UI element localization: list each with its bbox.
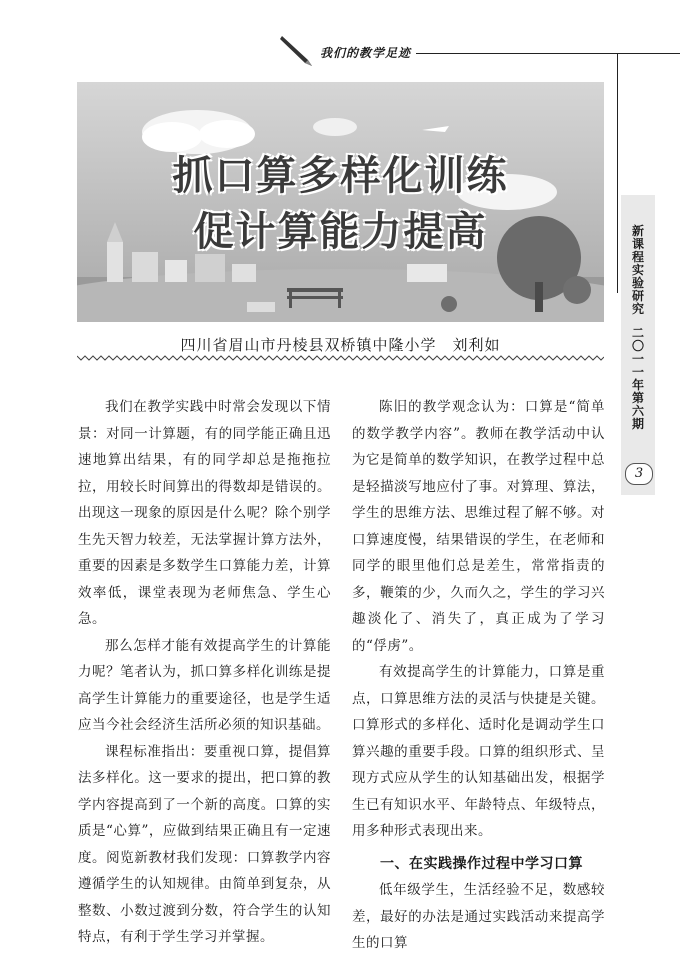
- article-column-left: [78, 394, 331, 951]
- journal-sidebar: [621, 195, 655, 495]
- paragraph: 低年级学生，生活经验不足，数感较差，最好的办法是通过实践活动来提高学生的口算: [352, 882, 605, 951]
- paragraph: 陈旧的教学观念认为：口算是“简单的数学教学内容”。教师在教学活动中认为它是简单的数学知识，在教学过程中总是轻描淡写地应付了事。对算理、算法，学生的思维方法、思维过程了解不够。对口算速度慢，结果错误的学生，在老师和同学的眼里他们总是差生，常常指责的多，鞭策的少，久而久之，学生的学习兴趣淡化了、消失了，真正成为了学习的“俘虏”。: [352, 399, 605, 654]
- article-column-right: [352, 394, 605, 957]
- paragraph: 有效提高学生的计算能力，口算是重点，口算思维方法的灵活与快捷是关键。口算形式的多样化、适时化是调动学生口算兴趣的重要手段。口算的组织形式、呈现方式应从学生的认知基础出发，根据学生已有知识水平、年龄特点、年级特点，用多种形式表现出来。: [352, 664, 605, 839]
- banner-title-line-2: 促计算能力提高: [193, 209, 488, 255]
- paragraph: 那么怎样才能有效提高学生的计算能力呢？笔者认为，抓口算多样化训练是提高学生计算能力的重要途径，也是学生适应当今社会经济生活所必须的知识基础。: [78, 637, 331, 733]
- section-title: 我们的教学足迹: [320, 46, 412, 60]
- author-byline: 四川省眉山市丹棱县双桥镇中隆小学 刘利如: [180, 336, 501, 354]
- page-number: 3: [625, 463, 653, 485]
- page-header: [278, 36, 608, 66]
- paragraph: 课程标准指出：要重视口算，提倡算法多样化。这一要求的提出，把口算的教学内容提高到了一个新的高度。口算的实质是“心算”，应做到结果正确且有一定速度。阅览新教材我们发现：口算教学内容遵循学生的认知规律。由简单到复杂，从整数、小数过渡到分数，符合学生的认知特点，有利于学生学习并掌握。: [78, 743, 331, 945]
- section-heading: 一、在实践操作过程中学习口算: [380, 855, 583, 872]
- header-rule: [416, 53, 680, 54]
- journal-name: 新课程实验研究: [631, 224, 644, 316]
- zigzag-divider: [77, 354, 604, 362]
- pen-icon: [278, 34, 318, 68]
- banner-title-line-1: 抓口算多样化训练: [172, 153, 509, 199]
- issue-label: 二〇一一年第六期: [631, 326, 644, 431]
- vertical-rule: [617, 53, 618, 293]
- title-banner: [77, 82, 604, 322]
- paragraph: 我们在教学实践中时常会发现以下情景：对同一计算题，有的同学能正确且迅速地算出结果，有的同学却总是拖拖拉拉，用较长时间算出的得数却是错误的。出现这一现象的原因是什么呢？除个别学生先天智力较差，无法掌握计算方法外，重要的因素是多数学生口算能力差，计算效率低，课堂表现为老师焦急、学生心急。: [78, 399, 331, 627]
